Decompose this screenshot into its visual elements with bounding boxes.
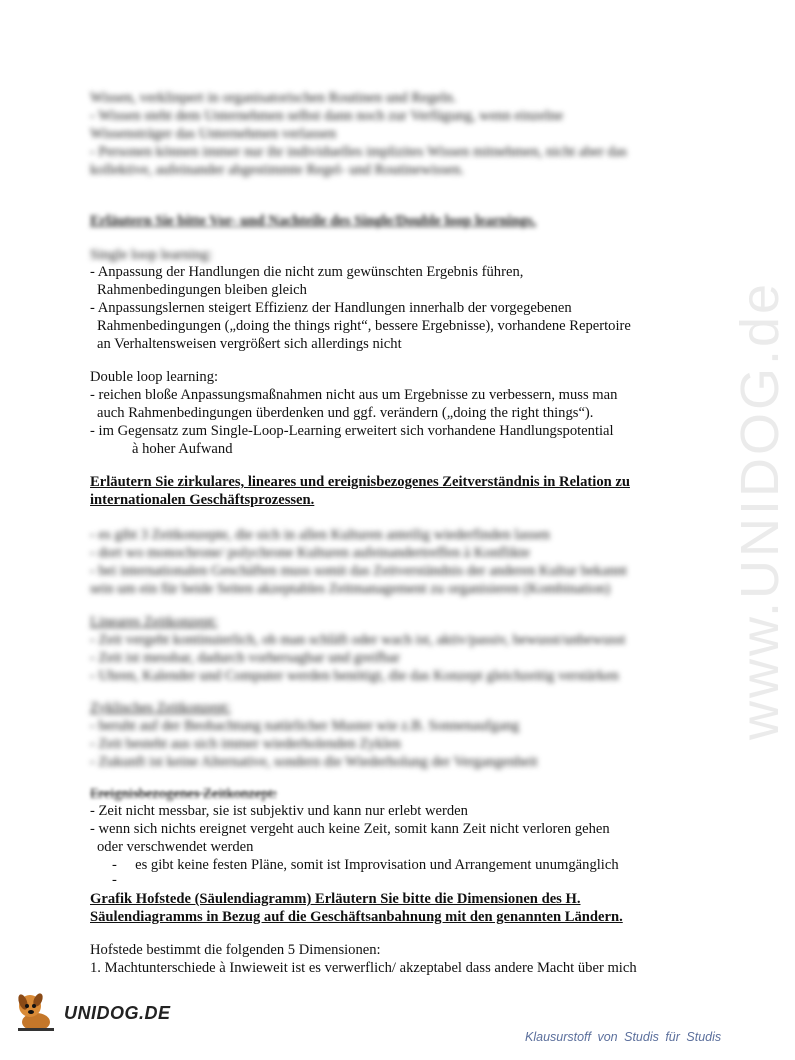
question-heading: Grafik Hofstede (Säulendiagramm) Erläutern Sie bitte die Dimensionen des H. bbox=[90, 891, 581, 907]
blurred-text-line: Wissensträger das Unternehmen verlassen bbox=[90, 126, 337, 142]
blurred-text-line: - dort wo monochrone/ polychrone Kulturen aufeinandertreffen à Konflikte bbox=[90, 545, 530, 561]
watermark bbox=[655, 280, 790, 740]
ereignis-line: - bbox=[112, 872, 117, 888]
footer-tagline: Klausurstoff von Studis für Studis bbox=[525, 1030, 722, 1044]
ereignis-line: oder verschwendet werden bbox=[97, 839, 254, 855]
question-heading: Säulendiagramms in Bezug auf die Geschäftsanbahnung mit den genannten Ländern. bbox=[90, 909, 623, 925]
blurred-text-line: - Personen können immer nur ihr individuelles implizites Wissen mitnehmen, nicht aber das bbox=[90, 144, 627, 160]
double-loop-label: Double loop learning: bbox=[90, 369, 219, 385]
watermark-text: www.UNIDOG.de bbox=[730, 280, 790, 740]
blurred-text-line: - Zeit besteht aus sich immer wiederholenden Zyklen bbox=[90, 736, 401, 752]
blurred-text-line: - Zeit ist messbar, dadurch vorhersagbar und greifbar bbox=[90, 650, 400, 666]
blurred-subheading: Zyklisches Zeitkonzept: bbox=[90, 700, 231, 716]
question-heading: Erläutern Sie zirkulares, lineares und ereignisbezogenes Zeitverständnis in Relation zu bbox=[90, 474, 630, 490]
hofstede-line: 1. Machtunterschiede à Inwieweit ist es verwerflich/ akzeptabel dass andere Macht über mich bbox=[90, 960, 637, 976]
blurred-text-line: - bei internationalen Geschäften muss somit das Zeitverständnis der anderen Kultur bekannt bbox=[90, 563, 627, 579]
blurred-text-line: Wissen, verklinpert in organisatorischen Routinen und Regeln. bbox=[90, 90, 457, 106]
blurred-text-line: sein um ein für beide Seiten akzeptables Zeitmanagement zu organisieren (Kombination) bbox=[90, 581, 611, 597]
single-loop-line: Rahmenbedingungen bleiben gleich bbox=[97, 282, 307, 298]
logo-text: UNIDOG.DE bbox=[64, 1003, 171, 1023]
ereignis-line: - Zeit nicht messbar, sie ist subjektiv und kann nur erlebt werden bbox=[90, 803, 468, 819]
unidog-logo[interactable] bbox=[14, 990, 171, 1035]
blurred-text-line: - Uhren, Kalender und Computer werden benötigt, die das Konzept gleichzeitig verstärken bbox=[90, 668, 619, 684]
blurred-text-line: - beruht auf der Beobachtung natürlicher Muster wie z.B. Sonnenaufgang bbox=[90, 718, 520, 734]
blurred-text-line: kollektive, aufeinander abgestimmte Regel- und Routinewissen. bbox=[90, 162, 465, 178]
single-loop-line: - Anpassungslernen steigert Effizienz der Handlungen innerhalb der vorgegebenen bbox=[90, 300, 572, 316]
double-loop-line: auch Rahmenbedingungen überdenken und ggf. verändern („doing the right things“). bbox=[97, 405, 594, 421]
ereignis-line: - wenn sich nichts ereignet vergeht auch keine Zeit, somit kann Zeit nicht verloren gehen bbox=[90, 821, 610, 837]
ereignis-line: - es gibt keine festen Pläne, somit ist Improvisation und Arrangement unumgänglich bbox=[112, 857, 619, 873]
double-loop-line: - im Gegensatz zum Single-Loop-Learning erweitert sich vorhandene Handlungspotential bbox=[90, 423, 614, 439]
blurred-heading: Erläutern Sie bitte Vor- und Nachteile des Single/Double loop learnings. bbox=[90, 213, 537, 229]
dog-icon bbox=[14, 990, 64, 1035]
blurred-text-line: - Wissen steht dem Unternehmen selbst dann noch zur Verfügung, wenn einzelne bbox=[90, 108, 564, 124]
double-loop-line: à hoher Aufwand bbox=[132, 441, 233, 457]
blurred-text-line: - Zeit vergeht kontinuierlich, ob man schläft oder wach ist, aktiv/passiv, bewusst/unbewusst bbox=[90, 632, 626, 648]
hofstede-line: Hofstede bestimmt die folgenden 5 Dimensionen: bbox=[90, 942, 381, 958]
question-heading: internationalen Geschäftsprozessen. bbox=[90, 492, 315, 508]
blurred-text-line: - Zukunft ist keine Alternative, sondern die Wiederholung der Vergangenheit bbox=[90, 754, 538, 770]
single-loop-line: an Verhaltensweisen vergrößert sich allerdings nicht bbox=[97, 336, 402, 352]
ereignis-heading: Ereignisbezogenes Zeitkonzept: bbox=[90, 786, 277, 802]
double-loop-line: - reichen bloße Anpassungsmaßnahmen nicht aus um Ergebnisse zu verbessern, muss man bbox=[90, 387, 618, 403]
blurred-text-line: - es gibt 3 Zeitkonzepte, die sich in allen Kulturen anteilig wiederfinden lassen bbox=[90, 527, 550, 543]
single-loop-line: Rahmenbedingungen („doing the things right“, bessere Ergebnisse), vorhandene Repertoire bbox=[97, 318, 631, 334]
single-loop-line: - Anpassung der Handlungen die nicht zum gewünschten Ergebnis führen, bbox=[90, 264, 524, 280]
blurred-subheading: Single loop learning: bbox=[90, 247, 213, 263]
blurred-subheading: Lineares Zeitkonzept: bbox=[90, 614, 218, 630]
